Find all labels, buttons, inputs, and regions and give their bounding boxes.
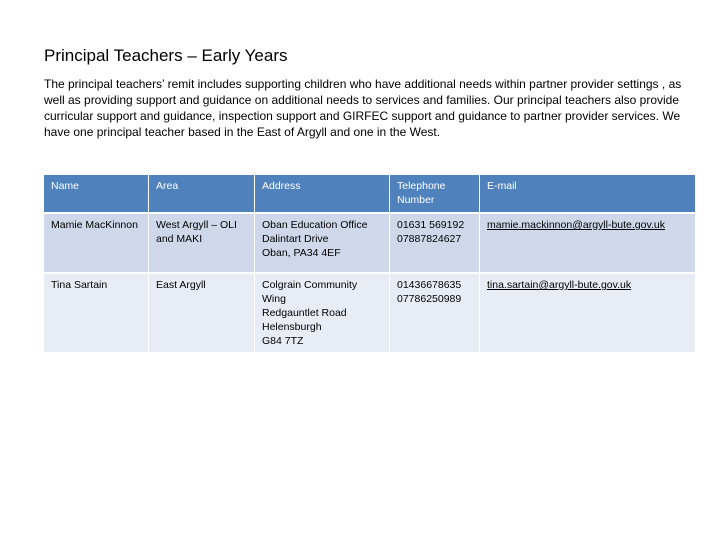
cell-name: Mamie MacKinnon <box>44 214 149 274</box>
table-header-row <box>44 175 695 214</box>
intro-paragraph: The principal teachers’ remit includes supporting children who have additional needs within partner provider settings , as well as providing support and guidance on additional needs to services and families. Our principal teachers also provide curricular support and guidance, inspection support and GIRFEC support and guidance to partner provider services. We have one principal teacher based in the East of Argyll and one in the West. <box>44 77 682 139</box>
address-line: Redgauntlet Road <box>262 307 347 319</box>
cell-name: Tina Sartain <box>44 274 149 354</box>
column-header-name: Name <box>44 175 149 214</box>
address-line: Oban, PA34 4EF <box>262 247 341 259</box>
address-line: Colgrain Community Wing <box>262 279 358 305</box>
column-header-area: Area <box>149 175 255 214</box>
table-row <box>44 214 695 274</box>
cell-email <box>480 274 695 354</box>
cell-area: West Argyll – OLI and MAKI <box>149 214 255 274</box>
address-line: Oban Education Office <box>262 219 368 231</box>
address-line: G84 7TZ <box>262 335 304 347</box>
cell-telephone <box>390 214 480 274</box>
telephone-line: 07887824627 <box>397 233 462 245</box>
email-link[interactable]: tina.sartain@argyll-bute.gov.uk <box>487 279 632 291</box>
telephone-line: 01436678635 <box>397 279 462 291</box>
cell-telephone <box>390 274 480 354</box>
principal-teachers-table <box>44 175 695 354</box>
cell-email <box>480 214 695 274</box>
column-header-telephone: Telephone Number <box>390 175 480 214</box>
telephone-line: 07786250989 <box>397 293 462 305</box>
telephone-line: 01631 569192 <box>397 219 465 231</box>
cell-area: East Argyll <box>149 274 255 354</box>
email-link[interactable]: mamie.mackinnon@argyll-bute.gov.uk <box>487 219 665 231</box>
address-line: Helensburgh <box>262 321 322 333</box>
cell-address <box>255 214 390 274</box>
column-header-address: Address <box>255 175 390 214</box>
column-header-email: E-mail <box>480 175 695 214</box>
page-title: Principal Teachers – Early Years <box>44 46 288 65</box>
table-row <box>44 274 695 354</box>
cell-address <box>255 274 390 354</box>
address-line: Dalintart Drive <box>262 233 329 245</box>
